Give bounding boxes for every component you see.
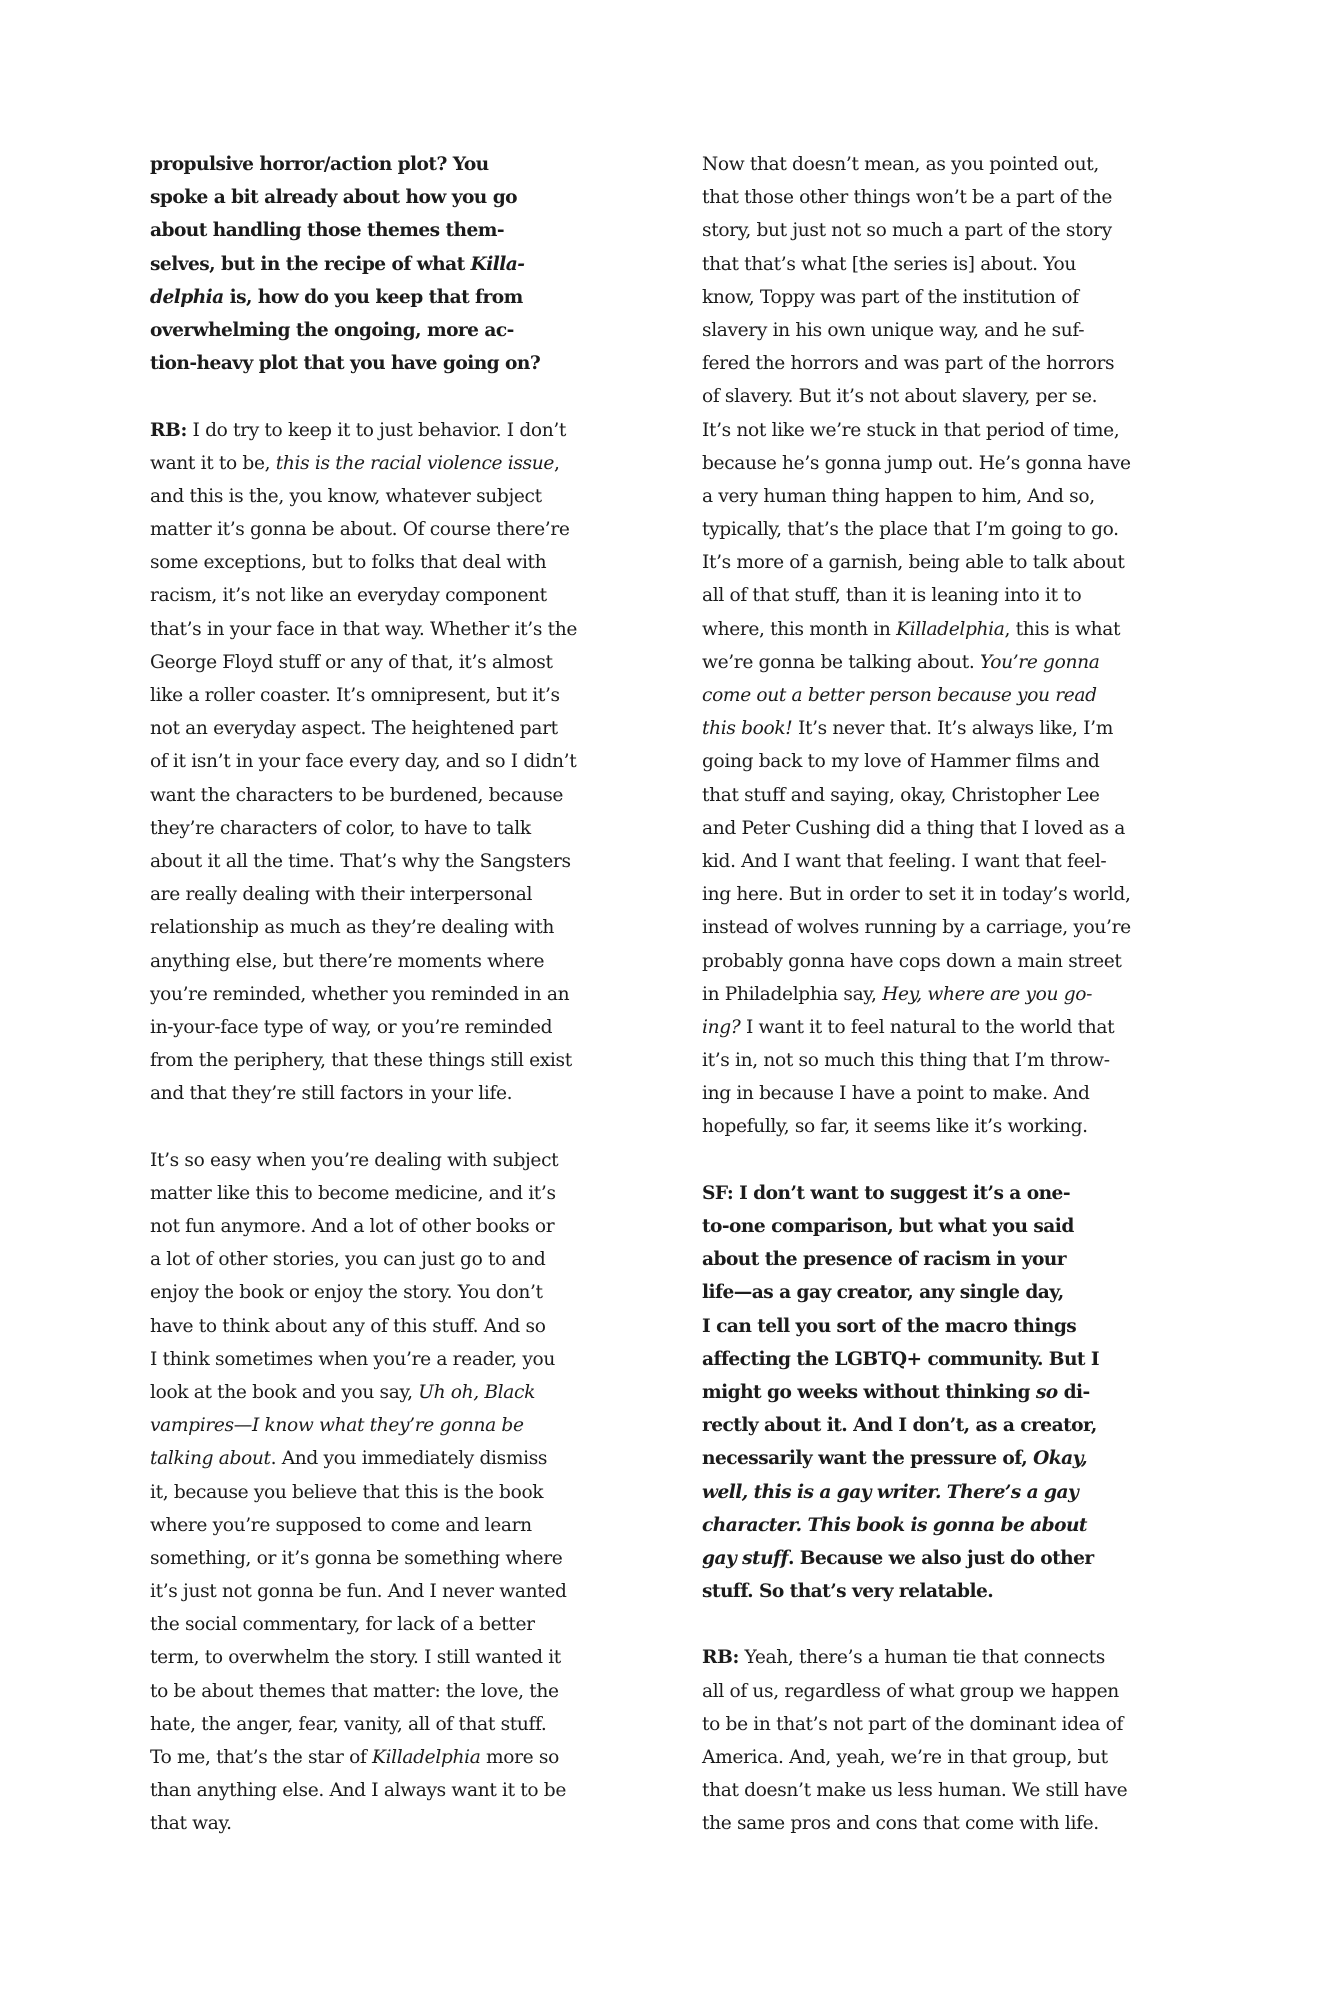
text-line bbox=[702, 1774, 1202, 1807]
text-run: Now that doesn’t mean, as you pointed out, bbox=[702, 154, 1099, 175]
italic-text: well, this is a gay writer. There’s a gay bbox=[702, 1481, 1079, 1503]
text-run: It’s more of a garnish, being able to talk about bbox=[702, 552, 1125, 574]
italic-text: talking about bbox=[150, 1448, 271, 1470]
text-line bbox=[150, 1011, 650, 1044]
text-run: , this is what bbox=[1004, 618, 1121, 640]
text-line bbox=[702, 945, 1202, 978]
italic-text: this is the racial violence issue bbox=[275, 452, 554, 474]
text-line bbox=[150, 745, 650, 778]
text-line bbox=[702, 1641, 1202, 1674]
text-line bbox=[702, 414, 1202, 447]
text-line bbox=[150, 214, 650, 247]
text-run: di- bbox=[1057, 1381, 1090, 1403]
text-line bbox=[702, 447, 1202, 480]
italic-text: gay stuff bbox=[702, 1547, 788, 1569]
text-run: look at the book and you say, bbox=[150, 1381, 419, 1403]
text-line bbox=[702, 1807, 1202, 1840]
text-run: racism, it’s not like an everyday component bbox=[150, 585, 547, 607]
text-line bbox=[150, 1542, 650, 1575]
text-line bbox=[702, 812, 1202, 845]
italic-text: Killa- bbox=[470, 253, 525, 275]
right-column bbox=[702, 148, 1202, 1874]
text-line bbox=[702, 1343, 1202, 1376]
italic-text: Hey, where are you go- bbox=[882, 983, 1093, 1005]
text-line bbox=[150, 812, 650, 845]
italic-text: ing? bbox=[702, 1016, 741, 1038]
text-line bbox=[702, 248, 1202, 281]
text-line bbox=[150, 1177, 650, 1210]
text-line bbox=[702, 978, 1202, 1011]
interviewer-question bbox=[702, 1177, 1202, 1608]
text-line bbox=[150, 347, 650, 380]
text-line bbox=[150, 1144, 650, 1177]
text-line bbox=[702, 878, 1202, 911]
text-run: and Peter Cushing did a thing that I loved as a bbox=[702, 817, 1125, 839]
text-line bbox=[150, 1641, 650, 1674]
text-line bbox=[150, 181, 650, 214]
text-line bbox=[150, 1376, 650, 1409]
text-line bbox=[702, 613, 1202, 646]
text-line bbox=[702, 1011, 1202, 1044]
text-run: I think sometimes when you’re a reader, you bbox=[150, 1348, 556, 1370]
text-line bbox=[702, 1741, 1202, 1774]
text-run: know, Toppy was part of the institution of bbox=[702, 286, 1079, 308]
text-line bbox=[702, 546, 1202, 579]
text-run: probably gonna have cops down a main street bbox=[702, 950, 1122, 972]
text-line bbox=[702, 1077, 1202, 1110]
italic-text: Killadelphia bbox=[896, 618, 1005, 640]
text-line bbox=[150, 878, 650, 911]
interviewer-question bbox=[150, 148, 650, 380]
text-run: where, this month in bbox=[702, 618, 897, 640]
text-run: all of us, regardless of what group we happen bbox=[702, 1680, 1119, 1702]
text-run: to be about themes that matter: the love, the bbox=[150, 1680, 559, 1702]
text-line bbox=[150, 1476, 650, 1509]
text-line bbox=[150, 779, 650, 812]
text-line bbox=[150, 1343, 650, 1376]
text-run: rectly about it. And I don’t, as a creator, bbox=[702, 1415, 1097, 1437]
text-line bbox=[150, 480, 650, 513]
text-line bbox=[702, 1110, 1202, 1143]
text-line bbox=[702, 779, 1202, 812]
italic-text: delphia bbox=[150, 286, 224, 308]
text-run: it’s in, not so much this thing that I’m throw- bbox=[702, 1050, 1110, 1072]
text-line bbox=[702, 214, 1202, 247]
italic-text: Okay, bbox=[1033, 1448, 1088, 1470]
text-run: It’s never that. It’s always like, I’m bbox=[792, 718, 1113, 740]
text-line bbox=[702, 314, 1202, 347]
text-run: that’s in your face in that way. Whether it’s the bbox=[150, 618, 577, 640]
text-line bbox=[702, 1575, 1202, 1608]
text-run: selves, but in the recipe of what bbox=[150, 253, 471, 275]
text-line bbox=[150, 1310, 650, 1343]
text-run: some exceptions, but to folks that deal with bbox=[150, 552, 547, 574]
interviewee-answer bbox=[150, 1144, 650, 1841]
text-line bbox=[702, 1509, 1202, 1542]
text-line bbox=[150, 513, 650, 546]
left-column bbox=[150, 148, 650, 1874]
interviewee-answer bbox=[702, 1641, 1202, 1840]
text-run: that doesn’t make us less human. We still have bbox=[702, 1780, 1128, 1802]
text-line bbox=[150, 1243, 650, 1276]
text-run: George Floyd stuff or any of that, it’s almost bbox=[150, 651, 553, 673]
text-line bbox=[702, 1409, 1202, 1442]
text-line bbox=[150, 1044, 650, 1077]
text-run: SF: I don’t want to suggest it’s a one- bbox=[702, 1182, 1070, 1204]
text-run: fered the horrors and was part of the horrors bbox=[702, 353, 1115, 375]
text-run: of it isn’t in your face every day, and so I didn’t bbox=[150, 751, 577, 773]
text-run: relationship as much as they’re dealing with bbox=[150, 917, 555, 939]
text-run: It’s so easy when you’re dealing with subject bbox=[150, 1149, 559, 1171]
text-run: the social commentary, for lack of a better bbox=[150, 1614, 535, 1636]
italic-text: You’re gonna bbox=[979, 651, 1100, 673]
text-run: like a roller coaster. It’s omnipresent, but it’s bbox=[150, 685, 560, 706]
text-run: kid. And I want that feeling. I want that feel- bbox=[702, 850, 1107, 872]
italic-text: vampires—I know what they’re gonna be bbox=[150, 1415, 524, 1437]
text-line bbox=[702, 1210, 1202, 1243]
text-line bbox=[702, 679, 1202, 712]
text-line bbox=[702, 579, 1202, 612]
text-run: I can tell you sort of the macro things bbox=[702, 1315, 1077, 1337]
text-run: slavery in his own unique way, and he suf- bbox=[702, 319, 1085, 341]
italic-text: come out a better person because you read bbox=[702, 685, 1097, 706]
text-run: to be in that’s not part of the dominant idea of bbox=[702, 1713, 1123, 1735]
text-run: hate, the anger, fear, vanity, all of that stuff. bbox=[150, 1713, 547, 1735]
text-run: . Because we also just do other bbox=[787, 1547, 1094, 1569]
italic-text: Killadelphia bbox=[372, 1747, 481, 1768]
text-run: a very human thing happen to him, And so, bbox=[702, 485, 1095, 507]
text-run: are really dealing with their interpersonal bbox=[150, 884, 533, 906]
text-run: not an everyday aspect. The heightened part bbox=[150, 718, 558, 740]
text-line bbox=[150, 1276, 650, 1309]
text-run: from the periphery, that these things still exist bbox=[150, 1050, 572, 1072]
text-run: and this is the, you know, whatever subject bbox=[150, 485, 542, 507]
speaker-label: RB: bbox=[702, 1647, 739, 1669]
text-run: overwhelming the ongoing, more ac- bbox=[150, 319, 514, 341]
interviewee-answer bbox=[702, 148, 1202, 1144]
text-line bbox=[150, 613, 650, 646]
text-run: it’s just not gonna be fun. And I never wanted bbox=[150, 1581, 567, 1603]
text-line bbox=[150, 1741, 650, 1774]
text-run: about it all the time. That’s why the Sangsters bbox=[150, 850, 571, 872]
text-run: necessarily want the pressure of, bbox=[702, 1448, 1034, 1470]
text-line bbox=[150, 314, 650, 347]
text-run: that stuff and saying, okay, Christopher Lee bbox=[702, 784, 1100, 806]
text-run: typically, that’s the place that I’m going to go. bbox=[702, 519, 1119, 541]
text-line bbox=[150, 1608, 650, 1641]
text-run: want the characters to be burdened, because bbox=[150, 784, 564, 806]
text-run: of slavery. But it’s not about slavery, per se. bbox=[702, 386, 1098, 408]
text-line bbox=[702, 1542, 1202, 1575]
text-line bbox=[702, 1243, 1202, 1276]
text-line bbox=[702, 1276, 1202, 1309]
text-run: than anything else. And I always want it to be bbox=[150, 1780, 567, 1802]
text-line bbox=[150, 945, 650, 978]
italic-text: so bbox=[1035, 1381, 1058, 1403]
text-line bbox=[702, 281, 1202, 314]
text-run: story, but just not so much a part of the story bbox=[702, 220, 1112, 242]
text-run: America. And, yeah, we’re in that group, but bbox=[702, 1747, 1108, 1768]
text-run: is, how do you keep that from bbox=[223, 286, 523, 308]
text-run: in-your-face type of way, or you’re reminded bbox=[150, 1016, 553, 1038]
text-line bbox=[150, 1509, 650, 1542]
text-line bbox=[702, 1310, 1202, 1343]
text-line bbox=[702, 712, 1202, 745]
text-run: , bbox=[554, 452, 560, 474]
text-line bbox=[702, 1044, 1202, 1077]
text-run: life—as a gay creator, any single day, bbox=[702, 1282, 1064, 1304]
text-line bbox=[150, 646, 650, 679]
text-line bbox=[150, 1807, 650, 1840]
text-line bbox=[150, 1442, 650, 1475]
text-run: we’re gonna be talking about. bbox=[702, 651, 980, 673]
text-line bbox=[150, 1409, 650, 1442]
text-run: instead of wolves running by a carriage, you’re bbox=[702, 917, 1131, 939]
text-line bbox=[150, 1210, 650, 1243]
text-line bbox=[150, 1708, 650, 1741]
text-run: might go weeks without thinking bbox=[702, 1381, 1036, 1403]
text-line bbox=[150, 414, 650, 447]
text-line bbox=[702, 1476, 1202, 1509]
italic-text: Uh oh, Black bbox=[418, 1381, 535, 1403]
text-run: about the presence of racism in your bbox=[702, 1249, 1067, 1271]
text-line bbox=[150, 1774, 650, 1807]
text-run: going back to my love of Hammer films and bbox=[702, 751, 1100, 773]
text-line bbox=[150, 845, 650, 878]
text-run: term, to overwhelm the story. I still wanted it bbox=[150, 1647, 561, 1669]
text-line bbox=[702, 1442, 1202, 1475]
text-line bbox=[150, 579, 650, 612]
text-line bbox=[702, 1675, 1202, 1708]
text-run: where you’re supposed to come and learn bbox=[150, 1514, 532, 1536]
text-line bbox=[702, 1177, 1202, 1210]
speaker-label: RB: bbox=[150, 419, 187, 441]
text-run: it, because you believe that this is the book bbox=[150, 1481, 544, 1503]
text-run: that that’s what [the series is] about. You bbox=[702, 253, 1076, 275]
text-run: all of that stuff, than it is leaning into it to bbox=[702, 585, 1082, 607]
text-run: ing in because I have a point to make. And bbox=[702, 1083, 1090, 1105]
text-run: tion-heavy plot that you have going on? bbox=[150, 353, 541, 375]
text-run: To me, that’s the star of bbox=[150, 1747, 373, 1768]
text-line bbox=[702, 845, 1202, 878]
text-line bbox=[702, 1376, 1202, 1409]
text-line bbox=[150, 248, 650, 281]
text-line bbox=[702, 480, 1202, 513]
text-run: . And you immediately dismiss bbox=[270, 1448, 548, 1470]
text-line bbox=[150, 679, 650, 712]
text-run: and that they’re still factors in your life. bbox=[150, 1083, 513, 1105]
text-run: you’re reminded, whether you reminded in an bbox=[150, 983, 570, 1005]
text-run: the same pros and cons that come with life. bbox=[702, 1813, 1099, 1835]
interviewee-answer bbox=[150, 414, 650, 1111]
text-run: that way. bbox=[150, 1813, 232, 1835]
text-run: because he’s gonna jump out. He’s gonna have bbox=[702, 452, 1131, 474]
text-line bbox=[702, 745, 1202, 778]
text-run: they’re characters of color, to have to talk bbox=[150, 817, 531, 839]
text-line bbox=[150, 978, 650, 1011]
text-line bbox=[150, 1575, 650, 1608]
text-run: matter it’s gonna be about. Of course there’re bbox=[150, 519, 570, 541]
italic-text: this book! bbox=[702, 718, 793, 740]
text-line bbox=[702, 181, 1202, 214]
text-run: hopefully, so far, it seems like it’s working. bbox=[702, 1116, 1088, 1138]
text-line bbox=[150, 148, 650, 181]
text-line bbox=[702, 911, 1202, 944]
text-run: spoke a bit already about how you go bbox=[150, 187, 518, 209]
text-run: I want it to feel natural to the world that bbox=[740, 1016, 1115, 1038]
text-line bbox=[702, 646, 1202, 679]
text-run: a lot of other stories, you can just go to and bbox=[150, 1249, 546, 1271]
text-run: anything else, but there’re moments where bbox=[150, 950, 545, 972]
text-line bbox=[702, 347, 1202, 380]
text-run: want it to be, bbox=[150, 452, 276, 474]
text-run: I do try to keep it to just behavior. I don’t bbox=[186, 419, 567, 441]
text-line bbox=[150, 1077, 650, 1110]
text-line bbox=[702, 1708, 1202, 1741]
text-line bbox=[150, 1675, 650, 1708]
text-line bbox=[150, 281, 650, 314]
text-line bbox=[150, 546, 650, 579]
text-run: to-one comparison, but what you said bbox=[702, 1216, 1074, 1237]
text-run: Yeah, there’s a human tie that connects bbox=[738, 1647, 1105, 1669]
text-line bbox=[702, 513, 1202, 546]
text-run: propulsive horror/action plot? You bbox=[150, 154, 489, 175]
text-run: enjoy the book or enjoy the story. You don’t bbox=[150, 1282, 543, 1304]
text-line bbox=[150, 712, 650, 745]
text-run: something, or it’s gonna be something where bbox=[150, 1547, 563, 1569]
text-run: It’s not like we’re stuck in that period of time, bbox=[702, 419, 1120, 441]
text-run: about handling those themes them- bbox=[150, 220, 505, 242]
text-line bbox=[150, 911, 650, 944]
text-run: stuff. So that’s very relatable. bbox=[702, 1581, 994, 1603]
italic-text: character. This book is gonna be about bbox=[702, 1514, 1087, 1536]
text-run: more so bbox=[480, 1747, 559, 1768]
text-run: not fun anymore. And a lot of other books or bbox=[150, 1216, 555, 1237]
text-line bbox=[702, 148, 1202, 181]
text-run: matter like this to become medicine, and it’s bbox=[150, 1182, 556, 1204]
text-run: have to think about any of this stuff. And so bbox=[150, 1315, 546, 1337]
text-run: ing here. But in order to set it in today’s world, bbox=[702, 884, 1131, 906]
text-run: in Philadelphia say, bbox=[702, 983, 883, 1005]
text-line bbox=[702, 380, 1202, 413]
text-line bbox=[150, 447, 650, 480]
text-run: that those other things won’t be a part of the bbox=[702, 187, 1112, 209]
text-run: affecting the LGBTQ+ community. But I bbox=[702, 1348, 1100, 1370]
